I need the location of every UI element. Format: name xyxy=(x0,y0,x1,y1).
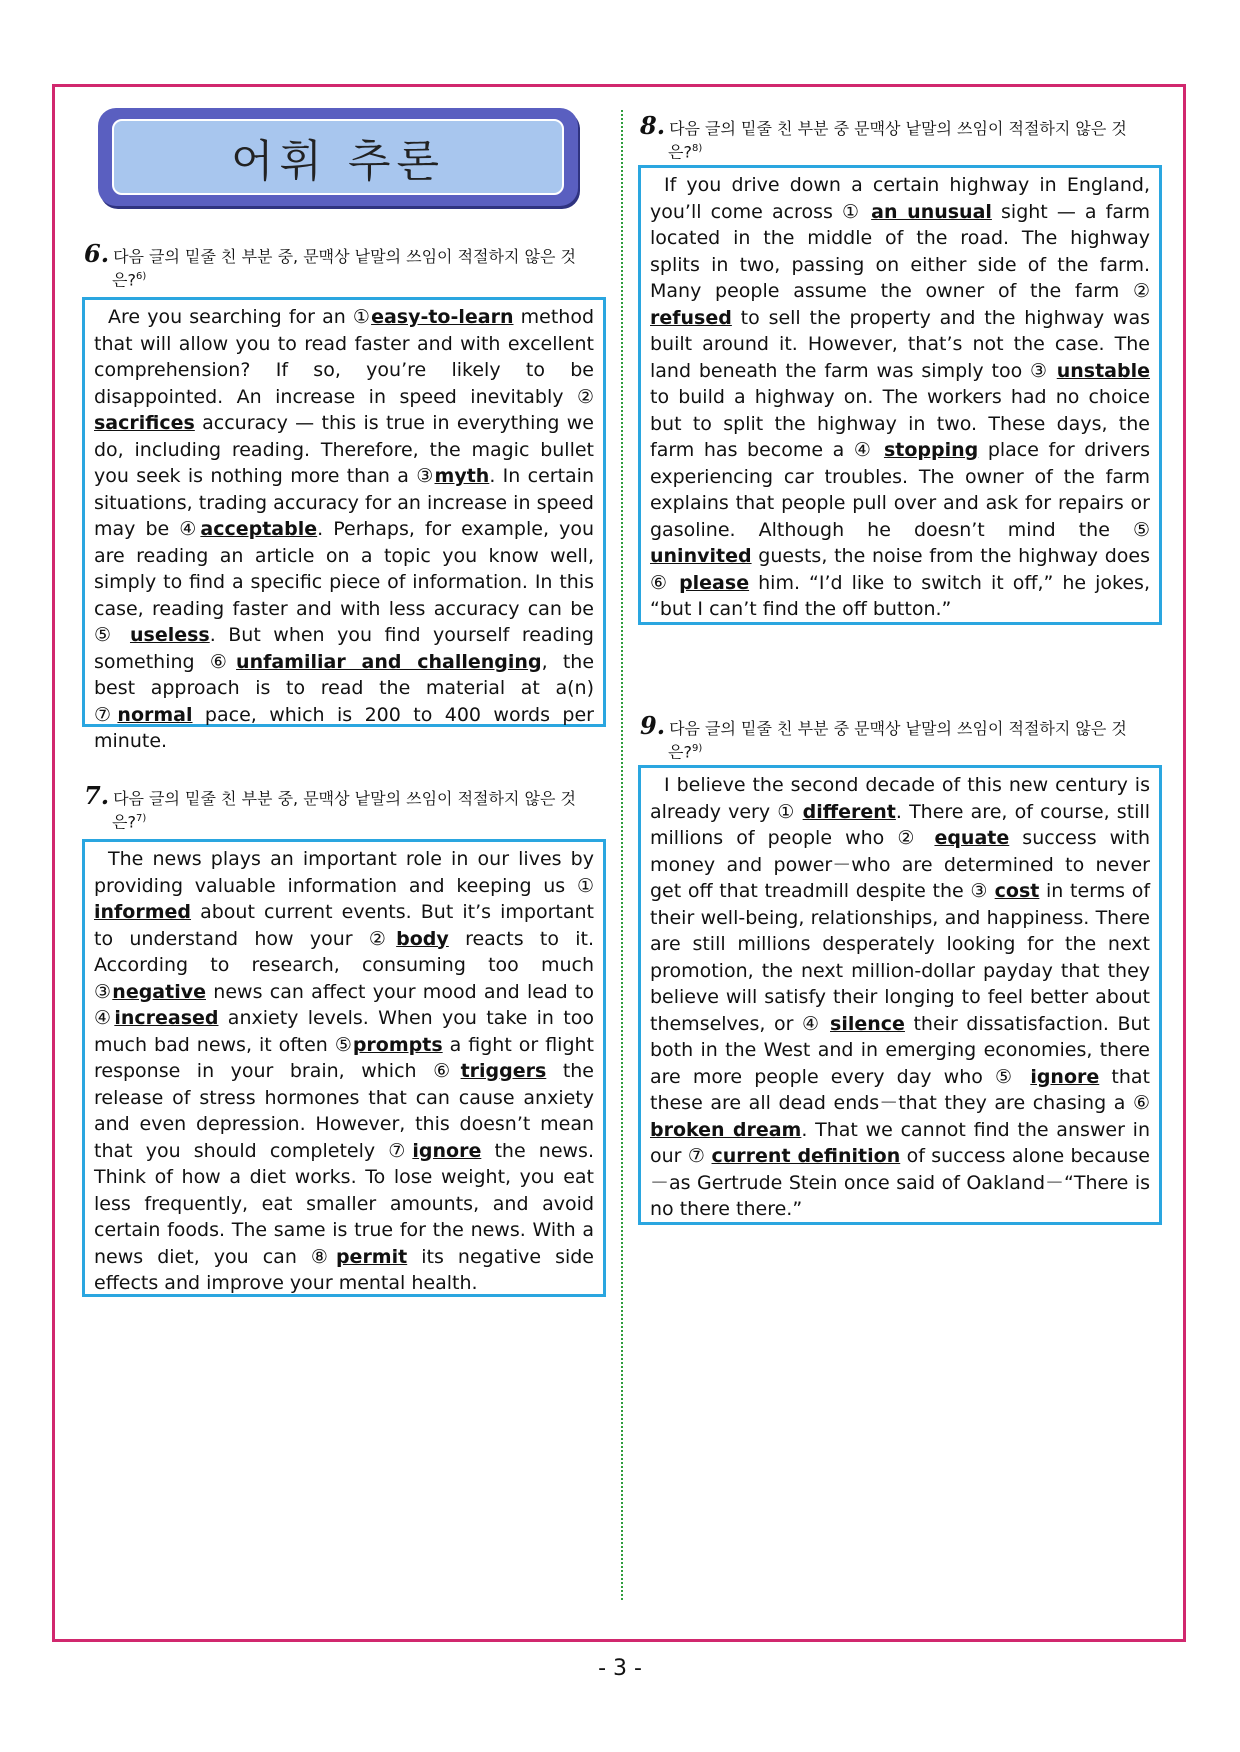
question-prompt: 다음 글의 밑줄 친 부분 중, 문맥상 낱말의 쓰임이 적절하지 않은 것 xyxy=(113,247,576,266)
underlined-word: please xyxy=(679,571,750,594)
passage-text: in terms of their well-being, relationships, and happiness. There are still millions desperately looking for the next promotion, the next million-dollar payday that they believe will satisfy their longing to feel better about themselves, or ④ xyxy=(650,880,1151,1035)
section-title-banner xyxy=(98,108,578,206)
question-7-passage xyxy=(82,839,606,1297)
underlined-word: uninvited xyxy=(650,545,752,567)
question-prompt-end: 은? xyxy=(112,812,136,832)
question-prompt-end: 은? xyxy=(112,270,136,290)
question-prompt: 다음 글의 밑줄 친 부분 중 문맥상 낱말의 쓰임이 적절하지 않은 것 xyxy=(669,119,1127,138)
passage-text: sight — a farm located in the middle of the road. The highway splits in two, passing on either side of the farm. Many people assume the owner of the farm ② xyxy=(650,200,1150,302)
passage-text: place for drivers experiencing car troubles. The owner of the farm explains that people pull over and ask for repairs or gasoline. Although he doesn’t mind the ⑤ xyxy=(650,439,1150,541)
question-number: 9. xyxy=(640,711,666,740)
passage-text: anxiety levels. When you take in too much bad news, it often ⑤ xyxy=(94,1007,594,1056)
passage-text: to sell the property and the highway was built around it. However, that’s not the case. The land beneath the farm was simply too ③ xyxy=(650,306,1150,382)
passage-text: its negative side effects and improve your mental health. xyxy=(94,1245,594,1294)
passage-text: to build a highway on. The workers had no choice but to split the highway in two. These days, the farm has become a ④ xyxy=(650,386,1150,461)
underlined-word: easy-to-learn xyxy=(371,306,514,328)
passage-text: guests, the noise from the highway does ⑥ xyxy=(650,545,1150,594)
underlined-word: broken dream xyxy=(650,1118,802,1141)
underlined-word: different xyxy=(802,800,896,823)
question-prompt: 다음 글의 밑줄 친 부분 중 문맥상 낱말의 쓰임이 적절하지 않은 것 xyxy=(669,719,1127,738)
question-8-passage xyxy=(638,165,1162,625)
underlined-word: sacrifices xyxy=(94,412,195,434)
underlined-word: silence xyxy=(830,1012,905,1035)
underlined-word: prompts xyxy=(352,1033,443,1056)
footnote-ref: 9) xyxy=(691,743,703,754)
underlined-word: an unusual xyxy=(871,200,992,223)
passage-text: . But when you find yourself reading something ⑥ xyxy=(94,624,594,673)
underlined-word: triggers xyxy=(460,1060,547,1082)
passage-text: I believe the second decade of this new century is already very ① xyxy=(650,774,1150,823)
underlined-word: permit xyxy=(335,1245,408,1268)
question-9-passage xyxy=(638,765,1162,1225)
underlined-word: unstable xyxy=(1056,359,1150,382)
footnote-ref: 7) xyxy=(135,813,147,824)
question-prompt-end: 은? xyxy=(668,742,692,762)
passage-text: the release of stress hormones that can cause anxiety and even depression. However, this doesn’t mean that you should completely ⑦ xyxy=(94,1060,594,1162)
passage-text: the news. Think of how a diet works. To lose weight, you eat less frequently, eat smaller amounts, and avoid certain foods. The same is true for the news. With a news diet, you can ⑧ xyxy=(94,1139,594,1268)
passage-text: a fight or flight response in your brain, which ⑥ xyxy=(94,1033,594,1082)
passage-text: pace, which is 200 to 400 words per minute. xyxy=(94,703,594,752)
passage-text: news can affect your mood and lead to ④ xyxy=(94,980,594,1029)
underlined-word: acceptable xyxy=(200,518,318,540)
question-prompt: 다음 글의 밑줄 친 부분 중, 문맥상 낱말의 쓰임이 적절하지 않은 것 xyxy=(113,789,576,808)
passage-text: success with money and power－who are determined to never get off that treadmill despite the ③ xyxy=(650,827,1150,902)
passage-text: method that will allow you to read faster and with excellent comprehension? If so, you’re likely to be disappointed. An increase in speed inevitably ② xyxy=(94,306,595,408)
passage-text: reacts to it. According to research, consuming too much ③ xyxy=(94,927,595,1003)
section-title-inner xyxy=(112,119,564,195)
passage-text: . In certain situations, trading accuracy for an increase in speed may be ④ xyxy=(94,465,594,540)
underlined-word: stopping xyxy=(883,439,979,461)
underlined-word: informed xyxy=(94,901,192,923)
underlined-word: refused xyxy=(650,306,732,329)
underlined-word: normal xyxy=(117,703,193,726)
question-8-header xyxy=(640,111,1164,162)
passage-text: of success alone because－as Gertrude Stein once said of Oakland－“There is no there there.” xyxy=(650,1145,1150,1220)
passage-text: about current events. But it’s important to understand how your ② xyxy=(94,901,594,950)
question-7-header xyxy=(84,781,604,832)
passage-text: . There are, of course, still millions of people who ② xyxy=(650,800,1150,849)
underlined-word: body xyxy=(396,927,449,950)
underlined-word: unfamiliar and challenging xyxy=(236,650,542,673)
question-number: 8. xyxy=(640,111,666,140)
question-number: 6. xyxy=(84,239,110,268)
passage-text: that these are all dead ends－that they are chasing a ⑥ xyxy=(650,1065,1150,1114)
page-number: - 3 - xyxy=(598,1656,642,1681)
passage-text: . Perhaps, for example, you are reading an article on a topic you know well, simply to find a specific piece of information. In this case, reading faster and with less accuracy can be ⑤ xyxy=(94,518,594,646)
underlined-word: ignore xyxy=(412,1139,482,1162)
underlined-word: negative xyxy=(112,980,206,1003)
question-number: 7. xyxy=(84,781,110,810)
underlined-word: myth xyxy=(434,465,490,487)
underlined-word: increased xyxy=(114,1007,219,1029)
underlined-word: equate xyxy=(934,827,1010,849)
underlined-word: useless xyxy=(129,624,210,646)
passage-text: Are you searching for an ① xyxy=(108,306,372,328)
passage-text: accuracy — this is true in everything we do, including reading. Therefore, the magic bullet you seek is nothing more than a ③ xyxy=(94,412,594,487)
passage-text: their dissatisfaction. But both in the West and in emerging economies, there are more people every day who ⑤ xyxy=(650,1012,1150,1088)
section-title: 어휘 추론 xyxy=(230,136,445,187)
passage-text: him. “I’d like to switch it off,” he jokes, “but I can’t find the off button.” xyxy=(650,571,1150,620)
passage-text: , the best approach is to read the material at a(n) ⑦ xyxy=(94,650,595,726)
passage-text: If you drive down a certain highway in England, you’ll come across ① xyxy=(650,174,1150,223)
column-divider xyxy=(621,110,623,1600)
underlined-word: cost xyxy=(994,880,1040,902)
question-6-header xyxy=(84,239,604,290)
question-prompt-end: 은? xyxy=(668,142,692,162)
passage-text: The news plays an important role in our lives by providing valuable information and keeping us ① xyxy=(94,848,594,897)
footnote-ref: 6) xyxy=(135,271,147,282)
footnote-ref: 8) xyxy=(691,143,703,154)
question-6-passage xyxy=(82,297,606,752)
underlined-word: ignore xyxy=(1030,1065,1100,1088)
question-9-header xyxy=(640,711,1164,762)
passage-text: . That we cannot find the answer in our ⑦ xyxy=(650,1118,1150,1167)
underlined-word: current definition xyxy=(711,1145,901,1167)
